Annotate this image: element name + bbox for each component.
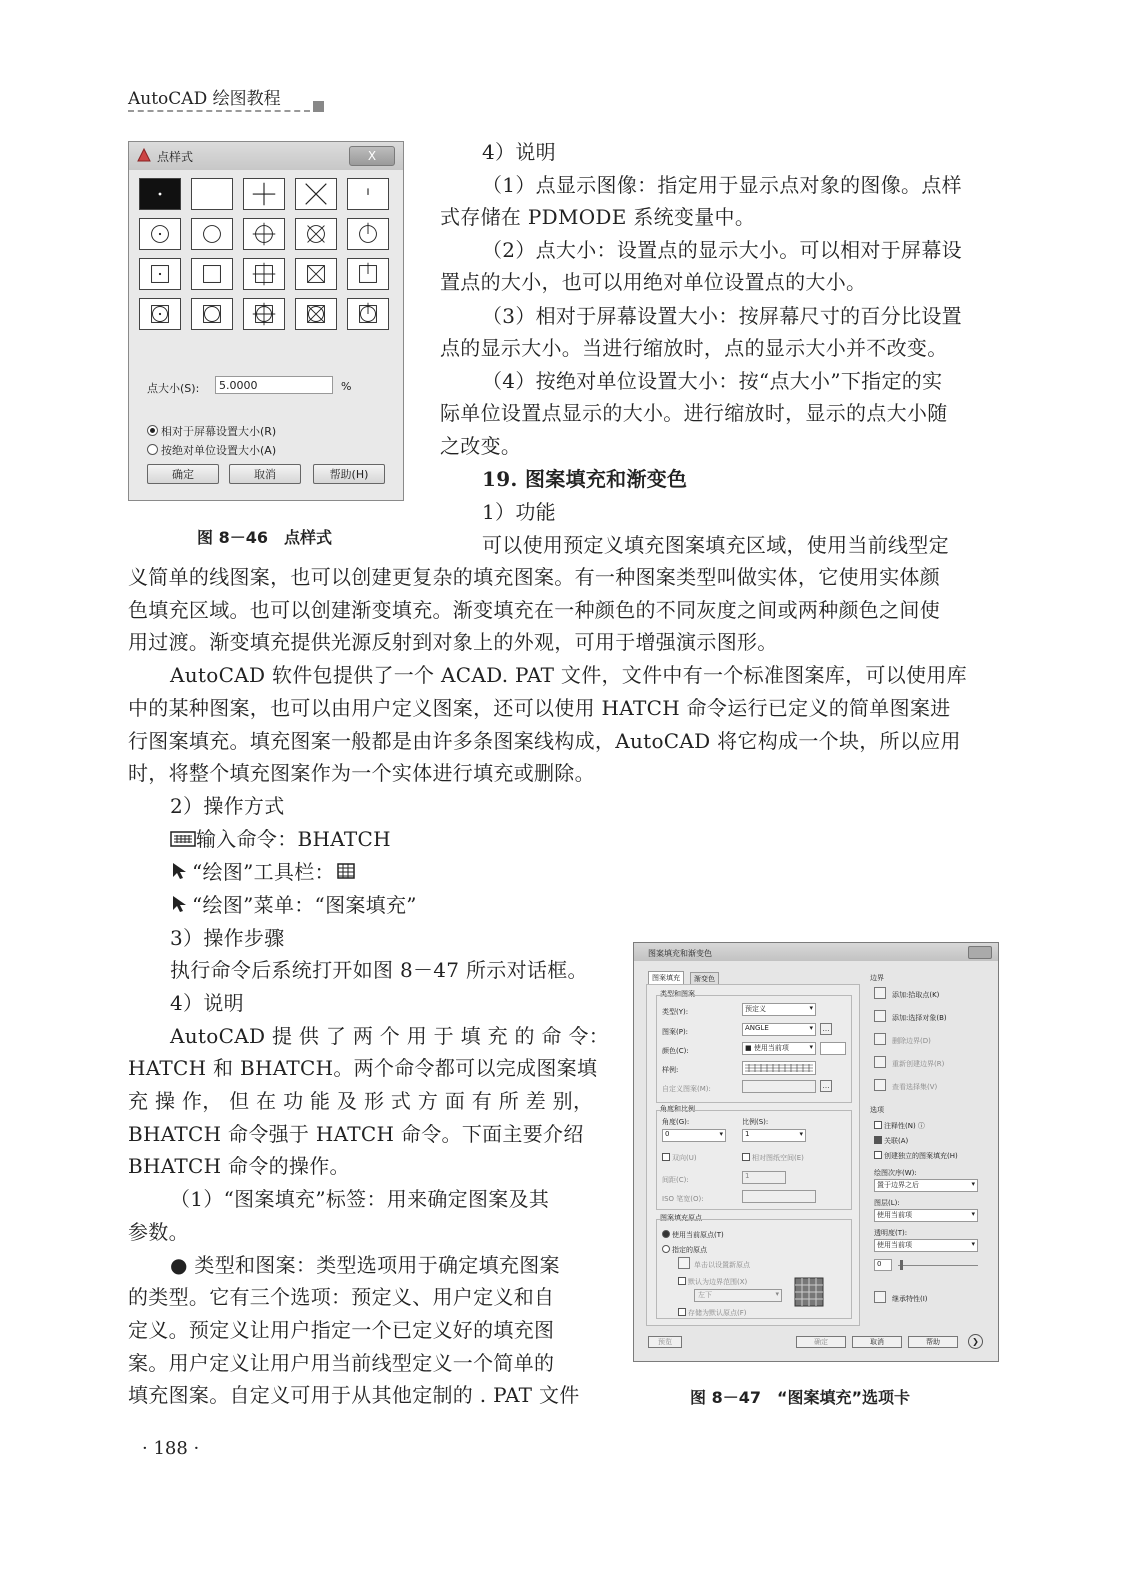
autocad-icon — [137, 148, 151, 162]
para-point-image-1: （1）点显示图像：指定用于显示点对象的图像。点样 — [482, 173, 962, 197]
sub-note: 4）说明 — [170, 991, 244, 1015]
section-heading-19: 19. 图案填充和渐变色 — [482, 467, 688, 491]
remove-boundary-label[interactable]: 删除边界(D) — [892, 1037, 931, 1045]
point-style-circle-plus[interactable] — [243, 218, 285, 250]
point-style-square-plus[interactable] — [243, 258, 285, 290]
bullet-type-5: 填充图案。自定义可用于从其他定制的 . PAT 文件 — [128, 1383, 580, 1407]
point-style-circsq-plus[interactable] — [243, 298, 285, 330]
para-acad-pat-3: 行图案填充。填充图案一般都是由许多条图案线构成，AutoCAD 将它构成一个块，所以应用 — [128, 729, 961, 753]
set-origin-icon[interactable] — [678, 1257, 690, 1269]
para-absolute-3: 之改变。 — [440, 434, 522, 458]
double-checkbox[interactable] — [662, 1153, 697, 1163]
para-absolute-2: 际单位设置点显示的大小。进行缩放时，显示的点大小随 — [440, 401, 948, 425]
preview-button[interactable]: 预览 — [648, 1336, 682, 1348]
layer-label: 图层(L): — [874, 1199, 900, 1207]
chevron-down-icon: ▾ — [775, 1290, 779, 1298]
point-style-dialog — [128, 141, 404, 501]
para-acad-pat-1: AutoCAD 软件包提供了一个 ACAD. PAT 文件，文件中有一个标准图案库，可以使用库 — [170, 663, 967, 687]
draw-order-label: 绘图次序(W): — [874, 1169, 917, 1177]
chevron-down-icon: ▾ — [809, 1024, 813, 1032]
figure-caption-8-47: 图 8－47 “图案填充”选项卡 — [690, 1388, 911, 1407]
close-button[interactable]: X — [349, 146, 395, 166]
color-select[interactable] — [742, 1042, 816, 1055]
scale-label: 比例(S): — [742, 1118, 769, 1126]
para-function-4: 用过渡。渐变填充提供光源反射到对象上的外观，可用于增强演示图形。 — [128, 630, 778, 654]
op-toolbar-line — [170, 856, 357, 889]
spacing-input[interactable] — [742, 1171, 786, 1184]
independent-label: 创建独立的图案填充(H) — [884, 1152, 958, 1160]
chevron-down-icon: ▾ — [971, 1180, 975, 1188]
para-point-size-2: 置点的大小，也可以用绝对单位设置点的大小。 — [440, 270, 867, 294]
para-explain-3: 充 操 作， 但 在 功 能 及 形 式 方 面 有 所 差 别， — [128, 1089, 594, 1113]
pattern-select-value: ANGLE — [745, 1024, 769, 1032]
op-toolbar-text: “绘图”工具栏： — [192, 860, 335, 884]
annotative-label: 注释性(N) — [884, 1122, 916, 1130]
sub-operation: 2）操作方式 — [170, 794, 285, 818]
color-label: 颜色(C): — [662, 1047, 689, 1055]
relative-size-label: 相对于屏幕设置大小(R) — [161, 425, 277, 438]
swatch-label: 样例: — [662, 1066, 679, 1074]
transparency-slider[interactable] — [898, 1265, 978, 1266]
scale-select[interactable] — [742, 1129, 806, 1142]
hatch-titlebar — [634, 943, 998, 961]
close-button[interactable] — [968, 946, 992, 959]
recreate-boundary-icon[interactable] — [874, 1056, 886, 1068]
add-pick-label[interactable]: 添加:拾取点(K) — [892, 991, 940, 999]
para-function-1: 可以使用预定义填充图案填充区域，使用当前线型定 — [482, 533, 949, 557]
origin-position-select[interactable] — [694, 1289, 782, 1302]
hatch-toolbar-icon — [335, 861, 357, 881]
point-style-circsq-tick[interactable] — [347, 298, 389, 330]
point-style-circle[interactable] — [191, 218, 233, 250]
iso-pen-label: ISO 笔宽(O): — [662, 1195, 704, 1203]
point-style-circsq-dot[interactable] — [139, 298, 181, 330]
type-select[interactable] — [742, 1003, 816, 1016]
angle-pattern-swatch — [743, 1062, 815, 1074]
keyboard-icon — [170, 830, 196, 848]
pattern-browse-button[interactable]: … — [820, 1023, 832, 1035]
point-size-input[interactable]: 5.0000 — [215, 376, 333, 394]
point-style-square[interactable] — [191, 258, 233, 290]
para-absolute-1: （4）按绝对单位设置大小：按“点大小”下指定的实 — [482, 369, 943, 393]
header-rule — [128, 110, 310, 112]
point-style-square-tick[interactable] — [347, 258, 389, 290]
chevron-down-icon: ▾ — [809, 1043, 813, 1051]
slider-handle[interactable] — [900, 1260, 903, 1270]
draw-order-value: 置于边界之后 — [877, 1181, 919, 1189]
custom-browse-button[interactable]: … — [820, 1080, 832, 1092]
running-header: AutoCAD 绘图教程 — [128, 89, 281, 109]
background-color-select[interactable] — [820, 1042, 846, 1055]
scale-value: 1 — [745, 1130, 750, 1138]
help-button[interactable]: 帮助(H) — [313, 464, 385, 484]
view-selection-label[interactable]: 查看选择集(V) — [892, 1083, 938, 1091]
associative-label: 关联(A) — [884, 1137, 909, 1145]
sub-steps: 3）操作步骤 — [170, 926, 285, 950]
angle-select[interactable] — [662, 1129, 726, 1142]
iso-pen-select[interactable] — [742, 1190, 816, 1203]
annotative-checkbox[interactable] — [874, 1121, 925, 1131]
point-style-square-x[interactable] — [295, 258, 337, 290]
point-style-tick[interactable] — [347, 178, 389, 210]
para-point-image-2: 式存储在 PDMODE 系统变量中。 — [440, 205, 756, 229]
origin-preview-icon — [794, 1277, 824, 1307]
point-style-circle-x[interactable] — [295, 218, 337, 250]
specified-origin-label: 指定的原点 — [672, 1246, 707, 1254]
type-label: 类型(Y): — [662, 1008, 689, 1016]
op-menu-text: “绘图”菜单：“图案填充” — [192, 893, 417, 917]
tab-gradient[interactable]: 渐变色 — [690, 972, 719, 986]
absolute-size-radio[interactable] — [147, 442, 276, 458]
type-select-value: 预定义 — [745, 1005, 766, 1013]
draw-order-select[interactable] — [874, 1179, 978, 1192]
group-angle-scale-label: 角度和比例 — [660, 1105, 695, 1113]
hatch-dialog-title: 图案填充和渐变色 — [648, 949, 712, 958]
ok-button[interactable]: 确定 — [147, 464, 219, 484]
chevron-down-icon: ▾ — [971, 1210, 975, 1218]
use-current-origin-label: 使用当前原点(T) — [672, 1231, 724, 1239]
view-selection-icon[interactable] — [874, 1079, 886, 1091]
bullet-type-1: ● 类型和图案：类型选项用于确定填充图案 — [170, 1253, 560, 1277]
origin-position-value: 左下 — [698, 1291, 712, 1299]
chevron-down-icon: ▾ — [971, 1240, 975, 1248]
point-style-none[interactable] — [191, 178, 233, 210]
absolute-size-label: 按绝对单位设置大小(A) — [161, 444, 277, 457]
para-tab-1: （1）“图案填充”标签：用来确定图案及其 — [170, 1187, 550, 1211]
angle-value: 0 — [665, 1130, 670, 1138]
para-relative-2: 点的显示大小。当进行缩放时，点的显示大小并不改变。 — [440, 336, 948, 360]
point-style-circle-tick[interactable] — [347, 218, 389, 250]
add-select-label[interactable]: 添加:选择对象(B) — [892, 1014, 947, 1022]
relative-paper-label: 相对图纸空间(E) — [752, 1154, 804, 1162]
para-relative-1: （3）相对于屏幕设置大小：按屏幕尺寸的百分比设置 — [482, 304, 962, 328]
para-function-2: 义简单的线图案，也可以创建更复杂的填充图案。有一种图案类型叫做实体，它使用实体颜 — [128, 565, 940, 589]
para-steps: 执行命令后系统打开如图 8－47 所示对话框。 — [170, 958, 588, 982]
point-style-circsq-x[interactable] — [295, 298, 337, 330]
page-number: · 188 · — [142, 1438, 200, 1459]
para-acad-pat-2: 中的某种图案，也可以由用户定义图案，还可以使用 HATCH 命令运行已定义的简单图案进 — [128, 696, 951, 720]
chevron-down-icon: ▾ — [809, 1004, 813, 1012]
transparency-number[interactable] — [874, 1259, 892, 1271]
point-style-circle-dot[interactable] — [139, 218, 181, 250]
add-pick-icon[interactable] — [874, 987, 886, 999]
pattern-select[interactable] — [742, 1023, 816, 1036]
bullet-type-2: 的类型。它有三个选项：预定义、用户定义和自 — [128, 1285, 555, 1309]
point-style-x[interactable] — [295, 178, 337, 210]
angle-label: 角度(G): — [662, 1118, 690, 1126]
spacing-value: 1 — [745, 1172, 750, 1180]
relative-paper-checkbox[interactable] — [742, 1153, 804, 1163]
independent-checkbox[interactable] — [874, 1151, 958, 1161]
para-explain-4: BHATCH 命令强于 HATCH 命令。下面主要介绍 — [128, 1122, 584, 1146]
mouse-pointer-icon — [170, 861, 192, 881]
cancel-button[interactable]: 取消 — [852, 1336, 902, 1348]
transparency-number-value: 0 — [877, 1260, 882, 1268]
custom-pattern-select[interactable] — [742, 1080, 816, 1093]
custom-pattern-label: 自定义图案(M): — [662, 1085, 711, 1093]
dialog-title: 点样式 — [157, 150, 194, 164]
add-select-icon[interactable] — [874, 1010, 886, 1022]
group-origin-label: 图案填充原点 — [660, 1214, 702, 1222]
point-style-dot[interactable] — [139, 178, 181, 210]
click-set-origin-label: 单击以设置新原点 — [694, 1261, 750, 1269]
default-extents-label: 默认为边界范围(X) — [688, 1278, 748, 1286]
point-size-label: 点大小(S): — [147, 382, 200, 395]
bullet-type-3: 定义。预定义让用户指定一个已定义好的填充图 — [128, 1318, 555, 1342]
transparency-select[interactable] — [874, 1239, 978, 1252]
swatch-preview[interactable] — [742, 1061, 816, 1075]
recreate-boundary-label[interactable]: 重新创建边界(R) — [892, 1060, 945, 1068]
para-explain-2: HATCH 和 BHATCH。两个命令都可以完成图案填 — [128, 1056, 598, 1080]
op-command-text: 输入命令：BHATCH — [196, 827, 391, 851]
point-style-grid — [139, 178, 389, 330]
transparency-value: 使用当前项 — [877, 1241, 912, 1249]
mouse-pointer-icon — [170, 894, 192, 914]
para-explain-1: AutoCAD 提 供 了 两 个 用 于 填 充 的 命 令： — [170, 1024, 610, 1048]
store-default-label: 存储为默认原点(F) — [688, 1309, 747, 1317]
inherit-properties-icon[interactable] — [874, 1291, 886, 1303]
point-style-plus[interactable] — [243, 178, 285, 210]
inherit-properties-label[interactable]: 继承特性(I) — [892, 1295, 928, 1303]
cancel-button[interactable]: 取消 — [229, 464, 301, 484]
group-options-label: 选项 — [870, 1106, 884, 1114]
op-command-line — [170, 823, 391, 856]
double-label: 双向(U) — [672, 1154, 697, 1162]
point-style-circsq[interactable] — [191, 298, 233, 330]
color-select-value: ■ 使用当前项 — [745, 1044, 789, 1052]
percent-label: % — [341, 380, 352, 393]
store-default-checkbox[interactable] — [678, 1308, 747, 1318]
point-style-square-dot[interactable] — [139, 258, 181, 290]
bullet-type-4: 案。用户定义让用户用当前线型定义一个简单的 — [128, 1351, 555, 1375]
sub-function: 1）功能 — [482, 500, 556, 524]
tab-hatch[interactable]: 图案填充 — [648, 971, 684, 985]
para-function-3: 色填充区域。也可以创建渐变填充。渐变填充在一种颜色的不同灰度之间或两种颜色之间使 — [128, 598, 940, 622]
layer-value: 使用当前项 — [877, 1211, 912, 1219]
pattern-label: 图案(P): — [662, 1028, 689, 1036]
group-boundary-label: 边界 — [870, 974, 884, 982]
para-acad-pat-4: 时，将整个填充图案作为一个实体进行填充或删除。 — [128, 761, 595, 785]
spacing-label: 间距(C): — [662, 1176, 689, 1184]
layer-select[interactable] — [874, 1209, 978, 1222]
use-current-origin-radio[interactable] — [662, 1230, 724, 1240]
hatch-dialog — [633, 942, 999, 1362]
relative-size-radio[interactable] — [147, 423, 276, 439]
specified-origin-radio[interactable] — [662, 1245, 707, 1255]
figure-caption-8-46: 图 8－46 点样式 — [197, 528, 332, 547]
transparency-label: 透明度(T): — [874, 1229, 908, 1237]
associative-checkbox[interactable] — [874, 1136, 908, 1146]
info-icon: ⓘ — [915, 1122, 925, 1130]
expand-arrow-icon[interactable]: ❯ — [968, 1334, 983, 1349]
ok-button[interactable]: 确定 — [796, 1336, 846, 1348]
para-explain-5: BHATCH 命令的操作。 — [128, 1154, 350, 1178]
op-menu-line — [170, 889, 417, 922]
help-button[interactable]: 帮助 — [908, 1336, 958, 1348]
dialog-titlebar — [129, 142, 403, 170]
para-tab-2: 参数。 — [128, 1220, 189, 1244]
para-note-heading: 4）说明 — [482, 140, 556, 164]
chevron-down-icon: ▾ — [719, 1130, 723, 1138]
header-square — [313, 101, 324, 112]
para-point-size-1: （2）点大小：设置点的显示大小。可以相对于屏幕设 — [482, 238, 962, 262]
default-extents-checkbox[interactable] — [678, 1277, 747, 1287]
chevron-down-icon: ▾ — [799, 1130, 803, 1138]
remove-boundary-icon[interactable] — [874, 1033, 886, 1045]
group-type-pattern-label: 类型和图案 — [660, 990, 695, 998]
